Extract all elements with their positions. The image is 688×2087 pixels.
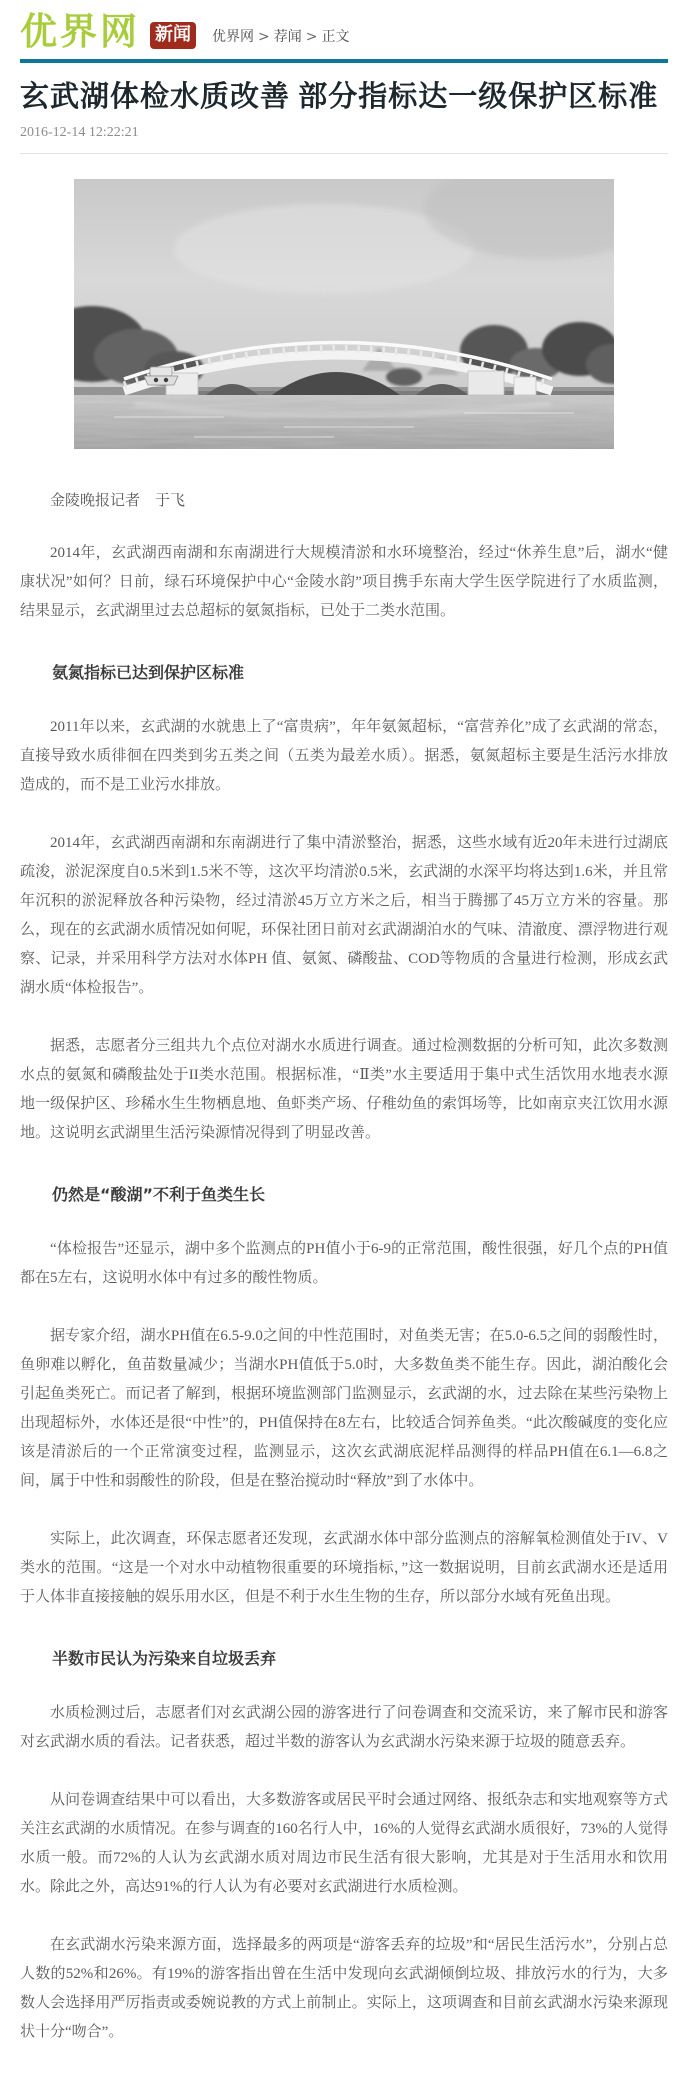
breadcrumb-separator: > bbox=[305, 29, 318, 45]
breadcrumb-home-link[interactable]: 优界网 bbox=[212, 29, 254, 45]
article-paragraph: 从问卷调查结果中可以看出，大多数游客或居民平时会通过网络、报纸杂志和实地观察等方式关注玄武湖的水质情况。在参与调查的160名行人中，16%的人觉得玄武湖水质很好，73%的人觉得水质一般。而72%的人认为玄武湖水质对周边市民生活有很大影响，尤其是对于生活用水和饮用水。除此之外，高达91%的行人认为有必要对玄武湖进行水质检测。 bbox=[20, 1792, 668, 1895]
article-body bbox=[20, 539, 668, 2047]
breadcrumb-current: 正文 bbox=[321, 29, 350, 45]
title-divider bbox=[20, 153, 668, 154]
article-paragraph: 2011年以来，玄武湖的水就患上了“富贵病”，年年氨氮超标，“富营养化”成了玄武湖的常态，直接导致水质徘徊在四类到劣五类之间（五类为最差水质）。据悉，氨氮超标主要是生活污水排放造成的，而不是工业污水排放。 bbox=[20, 719, 668, 793]
article-paragraph: 水质检测过后，志愿者们对玄武湖公园的游客进行了问卷调查和交流采访，来了解市民和游客对玄武湖水质的看法。记者获悉，超过半数的游客认为玄武湖水污染来源于垃圾的随意丢弃。 bbox=[20, 1705, 668, 1750]
site-header bbox=[20, 10, 668, 52]
article-photo-xuanwu-lake-bridge bbox=[74, 179, 614, 449]
article-byline: 金陵晚报记者 于飞 bbox=[50, 493, 186, 509]
article-paragraph: 在玄武湖水污染来源方面，选择最多的两项是“游客丢弃的垃圾”和“居民生活污水”，分别占总人数的52%和26%。有19%的游客指出曾在生活中发现向玄武湖倾倒垃圾、排放污水的行为，大多数人会选择用严厉指责或委婉说教的方式上前制止。实际上，这项调查和目前玄武湖水污染来源现状十分“吻合”。 bbox=[20, 1937, 668, 2040]
article-paragraph: 据专家介绍，湖水PH值在6.5-9.0之间的中性范围时，对鱼类无害；在5.0-6.5之间的弱酸性时，鱼卵难以孵化，鱼苗数量减少；当湖水PH值低于5.0时，大多数鱼类不能生存。因此，湖泊酸化会引起鱼类死亡。而记者了解到，根据环境监测部门监测显示，玄武湖的水，过去除在某些污染物上出现超标外，水体还是很“中性”的，PH值保持在8左右，比较适合饲养鱼类。“此次酸碱度的变化应该是清淤后的一个正常演变过程，监测显示，这次玄武湖底泥样品测得的样品PH值在6.1—6.8之间，属于中性和弱酸性的阶段，但是在整治搅动时“释放”到了水体中。 bbox=[20, 1328, 668, 1489]
article-paragraph: “体检报告”还显示，湖中多个监测点的PH值小于6-9的正常范围，酸性很强，好几个点的PH值都在5左右，这说明水体中有过多的酸性物质。 bbox=[20, 1241, 668, 1286]
publish-timestamp: 2016-12-14 12:22:21 bbox=[20, 125, 139, 140]
section-heading: 半数市民认为污染来自垃圾丢弃 bbox=[52, 1649, 277, 1668]
article-paragraph: 据悉，志愿者分三组共九个点位对湖水水质进行调查。通过检测数据的分析可知，此次多数测水点的氨氮和磷酸盐处于II类水范围。根据标准，“Ⅱ类”水主要适用于集中式生活饮用水地表水源地一级保护区、珍稀水生生物栖息地、鱼虾类产场、仔稚幼鱼的索饵场等，比如南京夹江饮用水源地。这说明玄武湖里生活污染源情况得到了明显改善。 bbox=[20, 1038, 668, 1141]
section-heading: 氨氮指标已达到保护区标准 bbox=[52, 663, 245, 682]
breadcrumb bbox=[212, 26, 349, 46]
bridge-photo-illustration bbox=[74, 179, 614, 449]
section-heading: 仍然是“酸湖”不利于鱼类生长 bbox=[52, 1185, 266, 1204]
breadcrumb-section-link[interactable]: 荐闻 bbox=[273, 29, 302, 45]
article-paragraph: 2014年，玄武湖西南湖和东南湖进行大规模清淤和水环境整治，经过“休养生息”后，湖水“健康状况”如何？日前，绿石环境保护中心“金陵水韵”项目携手东南大学生医学院进行了水质监测，结果显示，玄武湖里过去总超标的氨氮指标，已处于二类水范围。 bbox=[20, 545, 668, 619]
article-title: 玄武湖体检水质改善 部分指标达一级保护区标准 bbox=[20, 81, 659, 113]
article-paragraph: 2014年，玄武湖西南湖和东南湖进行了集中清淤整治，据悉，这些水域有近20年未进行过湖底疏浚，淤泥深度自0.5米到1.5米不等，这次平均清淤0.5米，玄武湖的水深平均将达到1.6米，并且常年沉积的淤泥释放各种污染物，经过清淤45万立方米之后，相当于腾挪了45万立方米的容量。那么，现在的玄武湖水质情况如何呢，环保社团日前对玄武湖湖泊水的气味、清澈度、漂浮物进行观察、记录，并采用科学方法对水体PH 值、氨氮、磷酸盐、COD等物质的含量进行检测，形成玄武湖水质“体检报告”。 bbox=[20, 835, 668, 996]
article-paragraph: 实际上，此次调查，环保志愿者还发现，玄武湖水体中部分监测点的溶解氧检测值处于IV、V类水的范围。“这是一个对水中动植物很重要的环境指标，”这一数据说明，目前玄武湖水还是适用于人体非直接接触的娱乐用水区，但是不利于水生生物的生存，所以部分水域有死鱼出现。 bbox=[20, 1531, 668, 1605]
header-divider bbox=[20, 59, 668, 63]
site-logo[interactable]: 优界网 bbox=[20, 10, 140, 53]
news-channel-badge[interactable]: 新闻 bbox=[150, 22, 196, 49]
breadcrumb-separator: > bbox=[258, 29, 270, 45]
